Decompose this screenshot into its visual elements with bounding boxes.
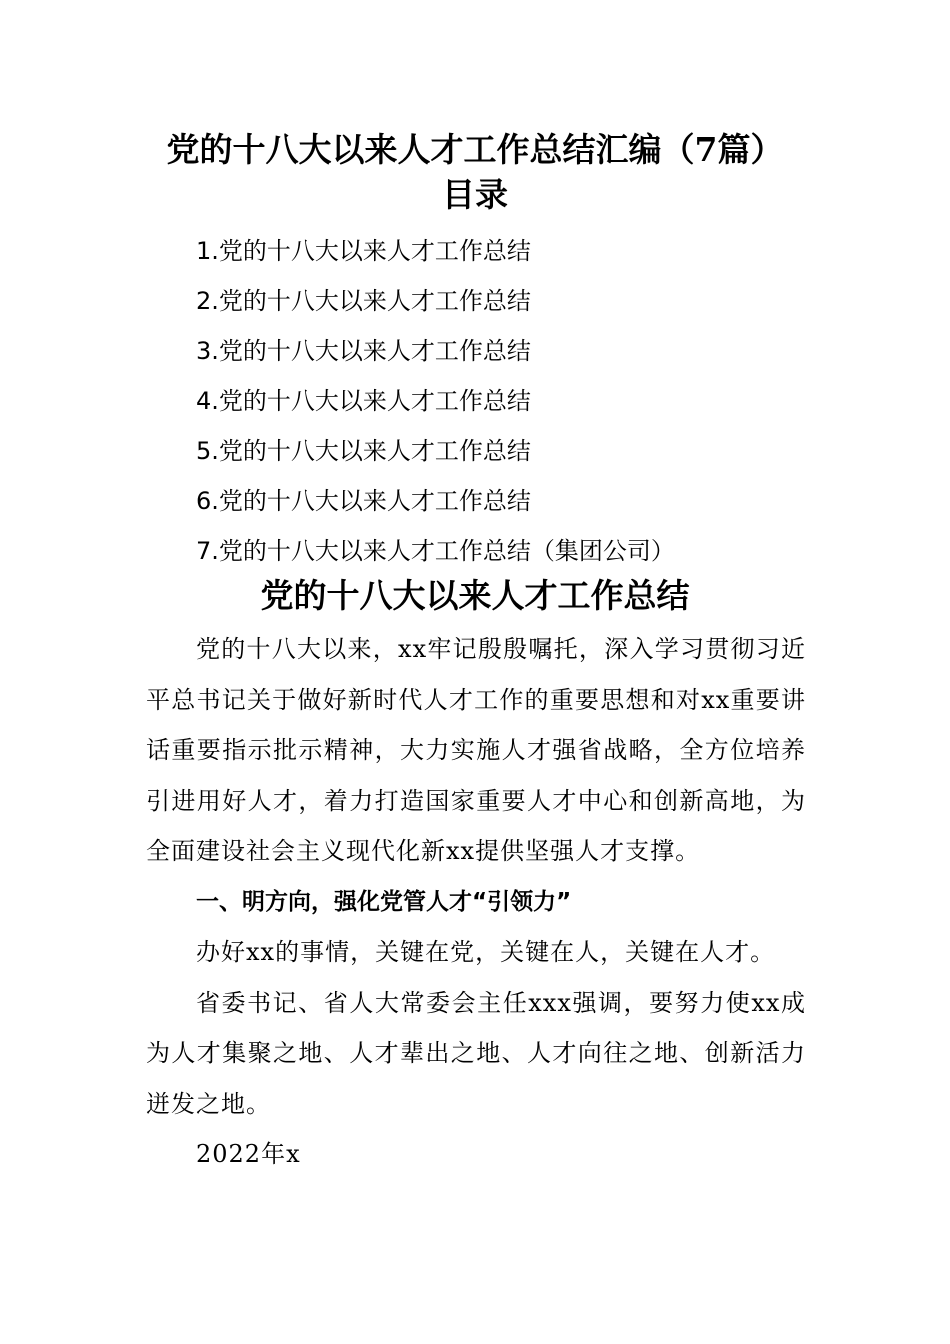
table-of-contents (196, 226, 675, 576)
paragraph-2: 办好xx的事情，关键在党，关键在人，关键在人才。 (196, 938, 776, 966)
document-main-title: 党的十八大以来人才工作总结汇编（7篇） (166, 130, 784, 169)
paragraph-3: 省委书记、省人大常委会主任xxx强调，要努力使xx成为人才集聚之地、人才辈出之地、人才向往之地、创新活力迸发之地。 (146, 988, 806, 1118)
toc-item-7[interactable]: 7.党的十八大以来人才工作总结（集团公司） (196, 537, 675, 565)
toc-item-2[interactable]: 2.党的十八大以来人才工作总结 (196, 287, 531, 315)
paragraph-4: 2022年x (196, 1140, 301, 1168)
toc-item-4[interactable]: 4.党的十八大以来人才工作总结 (196, 387, 531, 415)
toc-item-1[interactable]: 1.党的十八大以来人才工作总结 (196, 237, 531, 265)
toc-item-3[interactable]: 3.党的十八大以来人才工作总结 (196, 337, 531, 365)
toc-item-6[interactable]: 6.党的十八大以来人才工作总结 (196, 487, 531, 515)
paragraph-intro: 党的十八大以来，xx牢记殷殷嘱托，深入学习贯彻习近平总书记关于做好新时代人才工作的重要思想和对xx重要讲话重要指示批示精神，大力实施人才强省战略，全方位培养引进用好人才，着力打造国家重要人才中心和创新高地，为全面建设社会主义现代化新xx提供坚强人才支撑。 (146, 635, 806, 865)
section-body (146, 624, 806, 1180)
section-title: 党的十八大以来人才工作总结 (260, 576, 690, 615)
toc-item-5[interactable]: 5.党的十八大以来人才工作总结 (196, 437, 531, 465)
toc-heading: 目录 (442, 175, 508, 214)
subheading-1: 一、明方向，强化党管人才“引领力” (196, 888, 572, 915)
